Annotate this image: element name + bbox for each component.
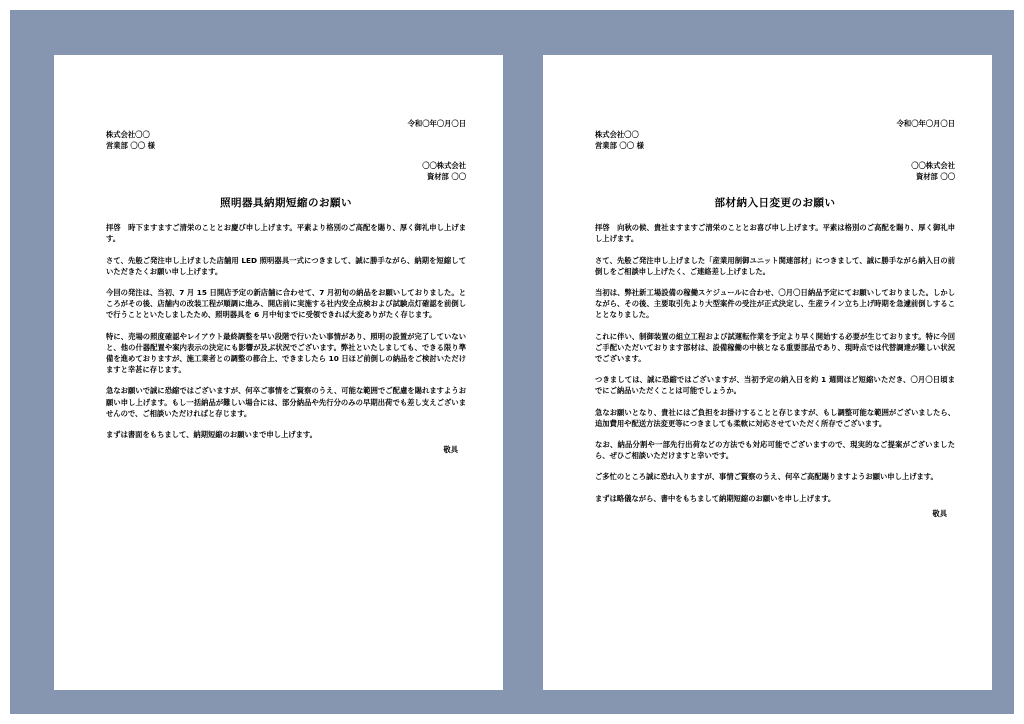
recipient-block	[106, 129, 466, 151]
letter-paragraph: つきましては、誠に恐縮ではございますが、当初予定の納入日を約 1 週間ほど短縮いただき、〇月〇日頃までにご納品いただくことは可能でしょうか。	[595, 375, 955, 396]
letter-paragraph: 急なお願いで誠に恐縮ではございますが、何卒ご事情をご賢察のうえ、可能な範囲でご配慮を賜れますようお願い申し上げます。もし一括納品が難しい場合には、部分納品や先行分のみの早期出荷でも差し支えございませんので、ご相談いただければと存じます。	[106, 386, 466, 418]
letter-paragraph: 今回の発注は、当初、7 月 15 日開店予定の新店舗に合わせて、7 月初旬の納品をお願いしておりました。ところがその後、店舗内の改装工程が順調に進み、開店前に実施する社内安全点検および試験点灯確認を前倒しで行うことといたしましたため、照明器具を 6 月中旬までに受領できれば大変ありがたく存じます。	[106, 288, 466, 320]
sender-block	[595, 160, 955, 182]
letter-paragraph: 急なお願いとなり、貴社にはご負担をお掛けすることと存じますが、もし調整可能な範囲がございましたら、追加費用や配送方法変更等につきましても柔軟に対応させていただく所存でございます。	[595, 407, 955, 428]
letter-paragraph: まずは略儀ながら、書中をもちまして納期短縮のお願いを申し上げます。	[595, 493, 836, 503]
letter-paragraph: 当初は、弊社新工場設備の稼働スケジュールに合わせ、〇月〇日納品予定にてお願いしておりました。しかしながら、その後、主要取引先より大型案件の受注が正式決定し、生産ライン立ち上げ時期を急遽前倒しすることとなりました。	[595, 288, 955, 320]
recipient-company: 株式会社〇〇	[106, 130, 150, 140]
letter-paragraph: これに伴い、制御装置の組立工程および試運転作業を予定より早く開始する必要が生じております。特に今回ご手配いただいております部材は、設備稼働の中核となる重要部品であり、現時点では代替調達が難しい状況でございます。	[595, 331, 955, 364]
recipient-company: 株式会社〇〇	[595, 130, 639, 140]
letter-paragraph: 拝啓 向秋の候、貴社ますますご清栄のこととお喜び申し上げます。平素は格別のご高配を賜り、厚く御礼申し上げます。	[595, 223, 955, 244]
letter-paragraph: 特に、売場の照度確認やレイアウト最終調整を早い段階で行いたい事情があり、照明の設置が完了していないと、他の什器配置や案内表示の決定にも影響が及ぶ状況でございます。弊社といたしましても、できる限り準備を進めておりますが、施工業者との調整の都合上、できましたら 10 日ほど前倒しの納品をご検討いただけますと幸甚に存じます。	[106, 331, 466, 375]
sender-person: 資材部 〇〇	[426, 171, 466, 181]
letter-closing: 敬具	[443, 445, 458, 455]
letter-paragraph: ご多忙のところ誠に恐れ入りますが、事情ご賢察のうえ、何卒ご高配賜りますようお願い申し上げます。	[595, 472, 938, 482]
recipient-person: 営業部 〇〇 様	[595, 141, 644, 151]
document-background	[10, 10, 1014, 714]
sender-company: 〇〇株式会社	[422, 160, 466, 170]
letter-closing: 敬具	[932, 508, 947, 518]
sender-company: 〇〇株式会社	[911, 160, 955, 170]
recipient-block	[595, 129, 955, 151]
sender-block	[106, 160, 466, 182]
recipient-person: 営業部 〇〇 様	[106, 141, 155, 151]
letter-paragraph: さて、先般ご発注申し上げました店舗用 LED 照明器具一式につきまして、誠に勝手ながら、納期を短縮していただきたくお願い申し上げます。	[106, 255, 466, 276]
letter-paragraph: さて、先般ご発注申し上げました「産業用制御ユニット関連部材」につきまして、誠に勝手ながら納入日の前倒しをご相談申し上げたく、ご連絡差し上げました。	[595, 255, 955, 276]
letter-subject: 部材納入日変更のお願い	[714, 197, 836, 210]
letter-date: 令和〇年〇月〇日	[407, 119, 466, 128]
letter-page-left	[54, 55, 503, 690]
letter-paragraph: まずは書面をもちまして、納期短縮のお願いまで申し上げます。	[106, 430, 317, 440]
letter-date: 令和〇年〇月〇日	[896, 119, 955, 128]
letter-paragraph: 拝啓 時下ますますご清栄のこととお慶び申し上げます。平素より格別のご高配を賜り、厚く御礼申し上げます。	[106, 223, 466, 244]
letter-subject: 照明器具納期短縮のお願い	[220, 197, 352, 210]
letter-page-right	[543, 55, 992, 690]
letter-paragraph: なお、納品分割や一部先行出荷などの方法でも対応可能でございますので、現実的なご提案がございましたら、ぜひご相談いただけますと幸いです。	[595, 440, 955, 461]
sender-person: 資材部 〇〇	[915, 171, 955, 181]
